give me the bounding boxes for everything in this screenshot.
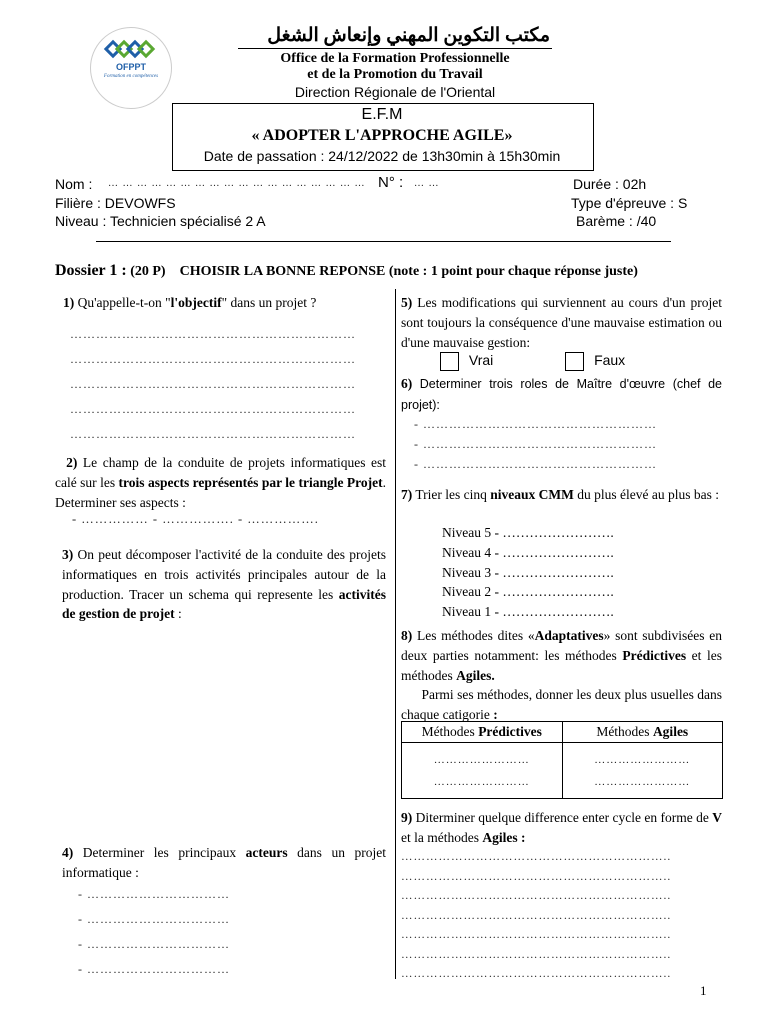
- q3-text-b: activités de gestion de projet: [62, 586, 386, 622]
- dossier-title: CHOISIR LA BONNE REPONSE (note : 1 point pour chaque réponse juste): [179, 264, 638, 279]
- exam-title: E.F.M: [361, 106, 403, 123]
- q8-number: 8): [401, 628, 413, 643]
- q7-text-b: niveaux CMM: [490, 487, 574, 502]
- column-divider: [395, 289, 396, 979]
- office-line2: et de la Promotion du Travail: [307, 67, 483, 82]
- cmm-level-5[interactable]: Niveau 5 - …………………….: [442, 525, 614, 540]
- header-text-bold: Agiles: [652, 724, 689, 739]
- answer-line[interactable]: ………………………………………………………..: [401, 968, 672, 980]
- answer-line[interactable]: - ……………………………: [78, 912, 230, 926]
- q3-number: 3): [62, 547, 74, 562]
- header-text: Méthodes: [596, 724, 653, 739]
- q6-number: 6): [401, 376, 413, 391]
- nom-label: Nom :: [55, 176, 93, 192]
- faux-checkbox[interactable]: [565, 352, 584, 371]
- question-1: [63, 293, 388, 313]
- q1-text-b: l'objectif: [170, 295, 222, 310]
- cmm-level-3[interactable]: Niveau 3 - …………………….: [442, 564, 614, 580]
- dossier-points: (20 P): [130, 264, 166, 279]
- answer-line[interactable]: - ………………………………………………: [414, 437, 657, 451]
- answer-line[interactable]: ……………………: [433, 775, 530, 788]
- type-epreuve: Type d'épreuve : S: [571, 195, 688, 211]
- q7-levels: [442, 523, 614, 622]
- q2-text-a: Le champ de la conduite de projets informatiques est calé sur les: [55, 455, 387, 490]
- table-header-predictives: [402, 722, 563, 743]
- answer-line[interactable]: - ……………………………: [78, 937, 230, 951]
- predictives-answer-cell[interactable]: [402, 743, 563, 799]
- q9-text-b: V: [712, 810, 723, 825]
- numero-label: N° :: [378, 174, 404, 191]
- header-text-bold: Prédictives: [478, 724, 542, 739]
- cmm-level-1[interactable]: Niveau 1 - …………………….: [442, 604, 614, 620]
- q3-text-a: On peut décomposer l'activité de la conduite des projets informatiques en trois activités principales autour de la production. Tracer un schema qui represente les: [62, 547, 387, 602]
- answer-line[interactable]: ………………………………………………………..: [401, 948, 672, 961]
- answer-line[interactable]: …………………………………………………………: [70, 377, 356, 391]
- header-divider: [96, 241, 671, 242]
- q2-text-b: trois aspects représentés par le triangle Projet: [118, 474, 383, 490]
- q4-answer-lines[interactable]: [78, 882, 230, 982]
- page-number: 1: [700, 983, 707, 998]
- answer-line[interactable]: - ………………………………………………: [414, 417, 657, 431]
- vrai-label: Vrai: [468, 352, 494, 369]
- answer-line[interactable]: ………………………………………………………..: [401, 851, 672, 863]
- q1-answer-lines[interactable]: [70, 322, 382, 447]
- vrai-checkbox[interactable]: [440, 352, 459, 371]
- answer-line[interactable]: ……………………: [594, 753, 691, 766]
- q3-text-c: :: [174, 606, 182, 622]
- nom-field[interactable]: … … … … … … … … … … … … … … … … … …: [108, 178, 366, 189]
- methods-table: [401, 721, 723, 799]
- niveau: Niveau : Technicien spécialisé 2 A: [55, 213, 266, 229]
- filiere: Filière : DEVOWFS: [55, 195, 176, 211]
- answer-line[interactable]: - ………………………………………………: [414, 457, 657, 471]
- q6-answer-lines[interactable]: [414, 414, 657, 474]
- answer-line[interactable]: - ……………………………: [78, 887, 230, 901]
- answer-line[interactable]: …………………………………………………………: [70, 327, 356, 341]
- q8-text-d: Prédictives: [622, 647, 687, 663]
- arabic-title: مكتب التكوين المهني وإنعاش الشغل: [267, 25, 550, 46]
- ofppt-logo: [90, 27, 172, 109]
- region: Direction Régionale de l'Oriental: [294, 84, 496, 100]
- q4-text-c: dans un projet informatique :: [62, 845, 386, 880]
- q2-text-c: . Determiner ses aspects :: [55, 474, 386, 510]
- bareme: Barème : /40: [576, 213, 657, 229]
- answer-line[interactable]: ………………………………………………………..: [401, 870, 672, 883]
- q9-answer-lines[interactable]: [401, 848, 671, 985]
- office-line1: Office de la Formation Professionnelle: [280, 51, 510, 66]
- question-4: [62, 843, 386, 883]
- answer-line[interactable]: …………………………………………………………: [70, 352, 356, 366]
- answer-line[interactable]: ……………………: [594, 775, 691, 788]
- q1-number: 1): [63, 295, 75, 310]
- question-5: [401, 293, 722, 352]
- q7-number: 7): [401, 487, 413, 502]
- q9-text-a: Diterminer quelque difference enter cycle en forme de: [415, 810, 713, 825]
- q8-text-b: Adaptatives: [534, 628, 604, 643]
- cmm-level-4[interactable]: Niveau 4 - …………………….: [442, 544, 614, 560]
- question-8: [401, 626, 722, 725]
- q8-text-c: » sont subdivisées en deux parties notamment: les méthodes: [401, 628, 722, 663]
- cmm-level-2[interactable]: Niveau 2 - …………………….: [442, 584, 614, 600]
- q5-text: Les modifications qui surviennent au cours d'un projet sont toujours la conséquence d'une mauvaise estimation ou d'une mauvaise gestion:: [401, 295, 722, 350]
- q5-number: 5): [401, 295, 413, 310]
- dossier-heading: [55, 262, 638, 280]
- q1-text-c: " dans un projet ?: [221, 295, 317, 310]
- q5-options: [440, 352, 625, 371]
- numero-field[interactable]: … …: [414, 178, 440, 189]
- agiles-answer-cell[interactable]: [562, 743, 723, 799]
- q2-number: 2): [66, 455, 78, 470]
- q4-text-b: acteurs: [245, 845, 288, 860]
- question-3: [62, 545, 386, 624]
- q4-number: 4): [62, 845, 74, 860]
- answer-line[interactable]: ………………………………………………………..: [401, 890, 672, 902]
- table-header-agiles: [562, 722, 723, 743]
- dossier-label: Dossier 1 :: [55, 262, 127, 279]
- answer-line[interactable]: ……………………: [433, 753, 530, 766]
- logo-tagline: Formation en compétences: [103, 74, 159, 79]
- q6-text: Determiner trois roles de Maître d'œuvre (chef de projet):: [401, 377, 722, 412]
- q9-text-d: Agiles :: [482, 829, 526, 845]
- q9-text-c: et la méthodes: [401, 829, 483, 845]
- exam-date: Date de passation : 24/12/2022 de 13h30min à 15h30min: [203, 148, 561, 164]
- q2-answer[interactable]: - …………… - ……………. - …………….: [72, 512, 319, 526]
- faux-label: Faux: [594, 352, 626, 369]
- answer-line[interactable]: ………………………………………………………..: [401, 909, 672, 922]
- exam-subject: « ADOPTER L'APPROCHE AGILE»: [251, 127, 513, 144]
- question-6: [401, 374, 722, 416]
- q8-text-e: et les méthodes: [401, 647, 722, 683]
- answer-line[interactable]: …………………………………………………………: [70, 402, 356, 416]
- duree: Durée : 02h: [573, 176, 647, 192]
- question-2: [55, 453, 386, 512]
- answer-line[interactable]: ………………………………………………………..: [401, 929, 672, 941]
- title-underline: [238, 48, 552, 49]
- q7-text-a: Trier les cinq: [415, 487, 491, 502]
- answer-line[interactable]: …………………………………………………………: [70, 427, 356, 441]
- q8-text-a: Les méthodes dites «: [416, 628, 535, 643]
- answer-line[interactable]: - ……………………………: [78, 962, 230, 976]
- q8-text-h: :: [493, 707, 498, 723]
- q9-number: 9): [401, 810, 413, 825]
- header-text: Méthodes: [421, 724, 479, 739]
- question-9: [401, 808, 722, 848]
- logo-text: OFPPT: [115, 62, 146, 72]
- q7-text-c: du plus élevé au plus bas :: [573, 487, 719, 502]
- q4-text-a: Determiner les principaux: [82, 845, 246, 860]
- q1-text-a: Qu'appelle-t-on ": [77, 295, 171, 310]
- q8-text-f: Agiles.: [456, 667, 495, 683]
- q8-text-g: Parmi ses méthodes, donner les deux plus usuelles dans chaque catigorie: [401, 687, 722, 723]
- question-7: [401, 485, 722, 505]
